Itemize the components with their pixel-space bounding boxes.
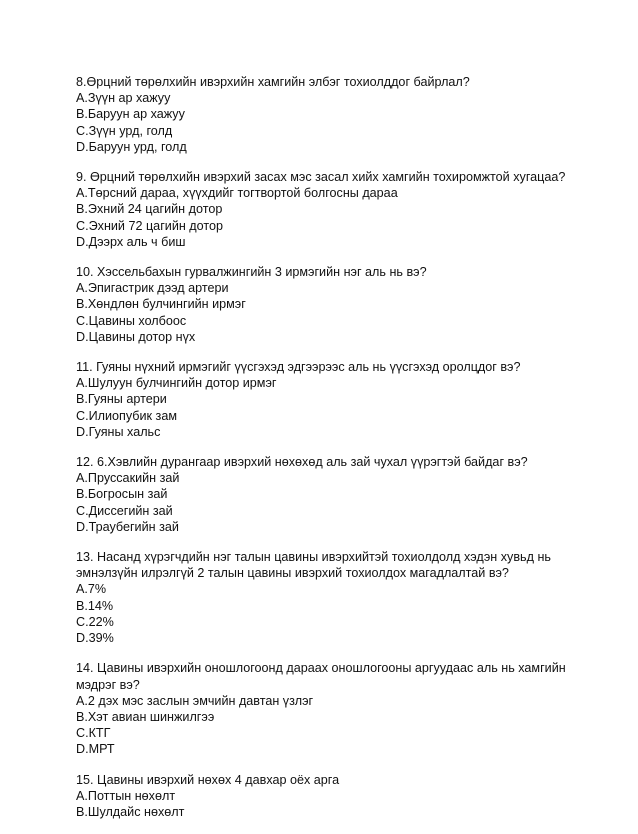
question-8 xyxy=(76,74,566,155)
option-c: C.КТГ xyxy=(76,726,111,741)
option-c: C.Зүүн урд, голд xyxy=(76,123,173,138)
question-11 xyxy=(76,359,566,440)
question-15 xyxy=(76,772,566,821)
option-d: D.Цавины дотор нүх xyxy=(76,329,196,344)
question-9 xyxy=(76,169,566,250)
question-text: 11. Гуяны нүхний ирмэгийг үүсгэхэд эдгээрээс аль нь үүсгэхэд оролцдог вэ? xyxy=(76,360,521,375)
option-a: A.Зүүн ар хажуу xyxy=(76,91,171,106)
question-text: 10. Хэссельбахын гурвалжингийн 3 ирмэгийн нэг аль нь вэ? xyxy=(76,265,427,280)
option-a: A.2 дэх мэс заслын эмчийн давтан үзлэг xyxy=(76,693,314,708)
option-c: C.Эхний 72 цагийн дотор xyxy=(76,218,224,233)
option-a: A.7% xyxy=(76,582,107,597)
option-a: A.Төрсний дараа, хүүхдийг тогтвортой болгосны дараа xyxy=(76,186,398,201)
option-a: A.Эпигастрик дээд артери xyxy=(76,281,229,296)
option-d: D.Гуяны хальс xyxy=(76,424,161,439)
option-b: B.14% xyxy=(76,598,114,613)
option-d: D.39% xyxy=(76,631,114,646)
option-c: C.22% xyxy=(76,614,114,629)
option-a: A.Пруссакийн зай xyxy=(76,471,180,486)
question-text: 12. 6.Хэвлийн дурангаар ивэрхий нөхөхөд аль зай чухал үүрэгтэй байдаг вэ? xyxy=(76,455,528,470)
option-b: B.Баруун ар хажуу xyxy=(76,107,185,122)
question-14 xyxy=(76,660,566,757)
question-text: 9. Өрцний төрөлхийн ивэрхий засах мэс засал хийх хамгийн тохиромжтой хугацаа? xyxy=(76,170,566,185)
option-c: C.Диссегийн зай xyxy=(76,503,173,518)
question-12 xyxy=(76,454,566,535)
option-d: D.Дээрх аль ч биш xyxy=(76,234,186,249)
option-c: C.Илиопубик зам xyxy=(76,408,177,423)
option-a: A.Поттын нөхөлт xyxy=(76,788,176,803)
question-text: 8.Өрцний төрөлхийн ивэрхийн хамгийн элбэг тохиолддог байрлал? xyxy=(76,75,470,89)
option-b: B.Хөндлөн булчингийн ирмэг xyxy=(76,297,246,312)
option-d: D.МРТ xyxy=(76,742,115,757)
option-a: A.Шулуун булчингийн дотор ирмэг xyxy=(76,376,277,391)
option-b: B.Гуяны артери xyxy=(76,392,167,407)
option-b: B.Эхний 24 цагийн дотор xyxy=(76,202,223,217)
option-c: C.Цавины холбоос xyxy=(76,313,187,328)
question-10 xyxy=(76,264,566,345)
option-b: B.Шулдайс нөхөлт xyxy=(76,804,185,819)
question-text: 15. Цавины ивэрхий нөхөх 4 давхар оёх арга xyxy=(76,772,340,787)
question-text: 13. Насанд хүрэгчдийн нэг талын цавины ивэрхийтэй тохиолдолд хэдэн хувьд нь эмнэлзүйн илрэлгүй 2 талын цавины ивэрхий тохиолдох магадлалтай вэ? xyxy=(76,550,551,581)
option-b: B.Хэт авиан шинжилгээ xyxy=(76,709,215,724)
question-list xyxy=(76,74,566,834)
option-d: D.Баруун урд, голд xyxy=(76,139,187,154)
option-d: D.Траубегийн зай xyxy=(76,519,179,534)
option-b: B.Богросын зай xyxy=(76,487,168,502)
question-text: 14. Цавины ивэрхийн оношлогоонд дараах оношлогооны аргуудаас аль нь хамгийн мэдрэг вэ? xyxy=(76,661,566,692)
question-13 xyxy=(76,549,566,646)
